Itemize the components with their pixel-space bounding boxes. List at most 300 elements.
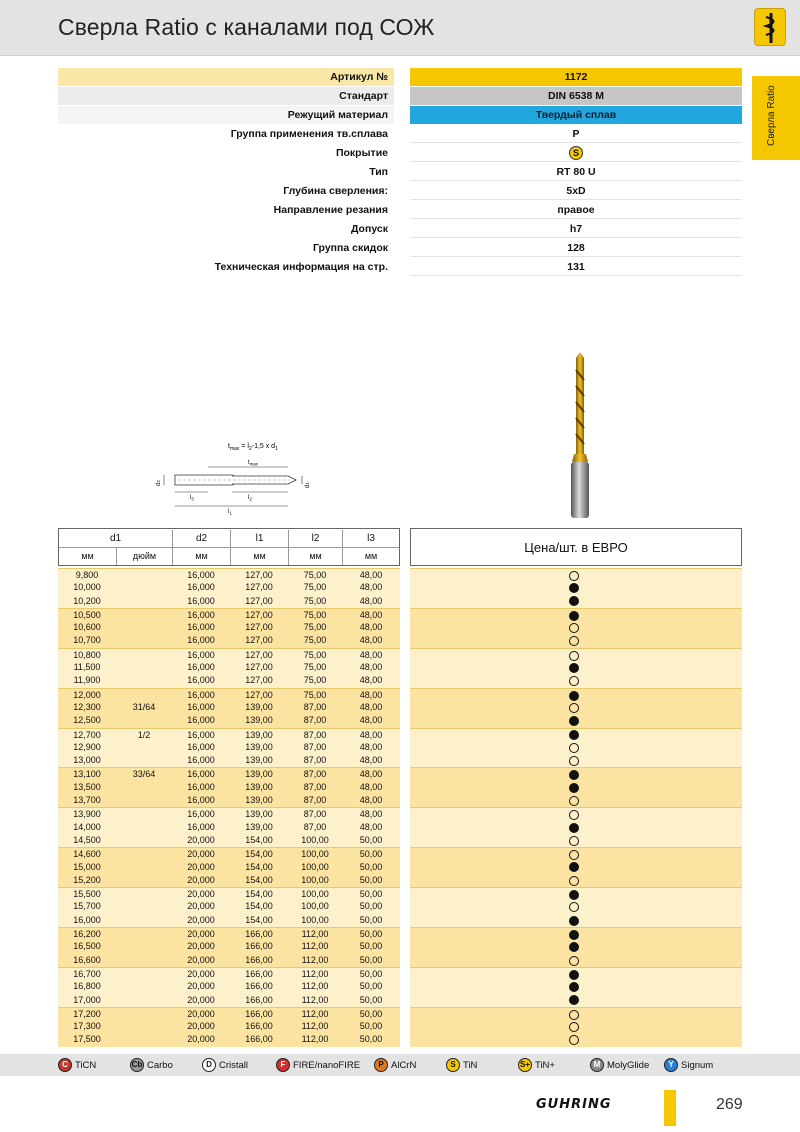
cell-l2: 112,00 <box>301 1021 329 1032</box>
cell-d1: 11,900 <box>73 675 101 686</box>
cell-l1: 127,00 <box>245 595 273 606</box>
cell-l2: 112,00 <box>301 1034 329 1045</box>
price-cell <box>410 688 742 701</box>
coating-icon: P <box>374 1058 388 1072</box>
stock-open-icon <box>569 850 579 860</box>
stock-open-icon <box>569 636 579 646</box>
cell-l1: 166,00 <box>245 1008 273 1019</box>
dimension-cells <box>58 861 400 874</box>
cell-l3: 48,00 <box>359 741 383 752</box>
legend-item <box>446 1058 477 1073</box>
cell-l2: 112,00 <box>301 1008 329 1019</box>
cell-d1: 12,900 <box>73 741 101 752</box>
cell-d1: 13,900 <box>73 809 101 820</box>
cell-l1: 166,00 <box>245 994 273 1005</box>
cell-l2: 87,00 <box>303 741 327 752</box>
stock-open-icon <box>569 836 579 846</box>
cell-d1: 16,200 <box>73 929 101 940</box>
cell-d2: 16,000 <box>187 582 215 593</box>
dimension-cells <box>58 834 400 847</box>
cell-l2: 75,00 <box>303 689 327 700</box>
table-row[interactable] <box>58 568 742 581</box>
table-row[interactable] <box>58 714 742 727</box>
cell-inch: 1/2 <box>137 729 151 740</box>
cell-l3: 50,00 <box>359 1008 383 1019</box>
cell-l2: 100,00 <box>301 889 329 900</box>
col-header-l2: l2 <box>289 530 343 547</box>
cell-l3: 48,00 <box>359 582 383 593</box>
spec-row <box>58 182 742 201</box>
price-cell <box>410 994 742 1007</box>
legend-item <box>202 1058 248 1073</box>
dimension-cells <box>58 714 400 727</box>
legend-item <box>518 1058 555 1073</box>
dimension-cells <box>58 674 400 687</box>
cell-l3: 50,00 <box>359 914 383 925</box>
dimension-cells <box>58 595 400 608</box>
cell-l3: 48,00 <box>359 622 383 633</box>
cell-l1: 139,00 <box>245 809 273 820</box>
brand-logo: GUHRING <box>536 1097 612 1112</box>
cell-l3: 48,00 <box>359 809 383 820</box>
table-row[interactable] <box>58 847 742 860</box>
cell-d2: 20,000 <box>187 849 215 860</box>
stock-open-icon <box>569 956 579 966</box>
cell-d2: 20,000 <box>187 874 215 885</box>
cell-d2: 16,000 <box>187 689 215 700</box>
coating-icon: S <box>446 1058 460 1072</box>
cell-l1: 127,00 <box>245 635 273 646</box>
cell-d1: 10,800 <box>73 649 101 660</box>
cell-inch: 33/64 <box>132 769 156 780</box>
table-row[interactable] <box>58 754 742 767</box>
table-row[interactable] <box>58 821 742 834</box>
price-cell <box>410 608 742 621</box>
l1-label: $l_1$ <box>228 509 232 516</box>
cell-d1: 12,300 <box>73 701 101 712</box>
spec-label: Направление резания <box>273 204 388 216</box>
stock-filled-icon <box>569 663 579 673</box>
table-row[interactable] <box>58 900 742 913</box>
cell-l3: 48,00 <box>359 769 383 780</box>
table-row[interactable] <box>58 767 742 780</box>
legend-item <box>374 1058 416 1073</box>
stock-open-icon <box>569 796 579 806</box>
price-cell <box>410 728 742 741</box>
spec-row <box>58 87 742 106</box>
cell-l1: 127,00 <box>245 662 273 673</box>
table-row[interactable] <box>58 927 742 940</box>
product-table <box>58 528 742 1047</box>
table-row[interactable] <box>58 887 742 900</box>
legend-item <box>664 1058 713 1073</box>
table-row[interactable] <box>58 1020 742 1033</box>
cell-l2: 87,00 <box>303 821 327 832</box>
legend-label: TiN <box>463 1060 478 1071</box>
price-cell <box>410 595 742 608</box>
unit-mm-l3: мм <box>364 551 378 561</box>
cell-d2: 20,000 <box>187 968 215 979</box>
cell-l3: 50,00 <box>359 929 383 940</box>
legend-label: TiCN <box>75 1060 97 1071</box>
spec-label: Стандарт <box>58 87 394 105</box>
price-cell <box>410 821 742 834</box>
stock-open-icon <box>569 676 579 686</box>
cell-d1: 16,600 <box>73 954 101 965</box>
dimension-cells <box>58 701 400 714</box>
cell-d2: 20,000 <box>187 981 215 992</box>
cell-l3: 50,00 <box>359 901 383 912</box>
cell-d1: 16,700 <box>73 968 101 979</box>
price-cell <box>410 794 742 807</box>
spec-value: правое <box>410 201 742 219</box>
price-cell <box>410 674 742 687</box>
table-row[interactable] <box>58 581 742 594</box>
unit-mm-l1: мм <box>231 548 289 565</box>
legend-label: TiN+ <box>535 1060 555 1071</box>
table-row[interactable] <box>58 674 742 687</box>
spec-label: Покрытие <box>335 147 388 159</box>
legend-label: Carbo <box>147 1060 173 1071</box>
cell-l3: 48,00 <box>359 689 383 700</box>
price-cell <box>410 568 742 581</box>
dimension-cells <box>58 741 400 754</box>
cell-l2: 112,00 <box>301 954 329 965</box>
cell-d2: 16,000 <box>187 609 215 620</box>
table-row[interactable] <box>58 994 742 1007</box>
table-row[interactable] <box>58 1007 742 1020</box>
coating-legend <box>0 1054 800 1076</box>
cell-l3: 50,00 <box>359 1021 383 1032</box>
cell-d2: 16,000 <box>187 701 215 712</box>
stock-filled-icon <box>569 611 579 621</box>
dimension-header-box <box>58 528 400 566</box>
price-cell <box>410 847 742 860</box>
cell-d1: 17,500 <box>73 1034 101 1045</box>
unit-mm-d2: мм <box>173 548 231 565</box>
cell-l3: 48,00 <box>359 595 383 606</box>
price-cell <box>410 900 742 913</box>
footer-accent-bar <box>664 1090 676 1126</box>
cell-l1: 139,00 <box>245 755 273 766</box>
table-row[interactable] <box>58 914 742 927</box>
cell-l1: 166,00 <box>245 941 273 952</box>
cell-l1: 127,00 <box>245 609 273 620</box>
cell-l1: 154,00 <box>245 914 273 925</box>
cell-l1: 139,00 <box>245 769 273 780</box>
cell-l1: 139,00 <box>245 715 273 726</box>
cell-l1: 154,00 <box>245 874 273 885</box>
cell-l2: 87,00 <box>303 701 327 712</box>
d1-label: d1 <box>305 482 311 488</box>
cell-d1: 15,200 <box>73 874 101 885</box>
cell-l3: 50,00 <box>359 968 383 979</box>
table-row[interactable] <box>58 741 742 754</box>
stock-filled-icon <box>569 783 579 793</box>
tmax-label: $t_{max}$ <box>248 460 259 467</box>
cell-l1: 166,00 <box>245 1034 273 1045</box>
cell-d2: 16,000 <box>187 662 215 673</box>
unit-mm-l2: мм <box>289 548 343 565</box>
cell-l2: 112,00 <box>301 941 329 952</box>
cell-d2: 20,000 <box>187 914 215 925</box>
table-row[interactable] <box>58 954 742 967</box>
table-row[interactable] <box>58 648 742 661</box>
dimension-cells <box>58 634 400 647</box>
price-cell <box>410 874 742 887</box>
cell-l1: 139,00 <box>245 741 273 752</box>
cell-l1: 127,00 <box>245 622 273 633</box>
spec-row <box>58 220 742 239</box>
spec-value: 1172 <box>410 68 742 86</box>
cell-l3: 48,00 <box>359 662 383 673</box>
cell-d1: 12,700 <box>73 729 101 740</box>
cell-d2: 16,000 <box>187 781 215 792</box>
unit-mm-d1: мм <box>59 548 117 565</box>
table-row[interactable] <box>58 967 742 980</box>
dimension-cells <box>58 621 400 634</box>
stock-open-icon <box>569 571 579 581</box>
coating-badge: S <box>569 146 583 160</box>
spec-value: 128 <box>410 239 742 257</box>
stock-filled-icon <box>569 995 579 1005</box>
spec-label: Техническая информация на стр. <box>214 261 388 273</box>
price-cell <box>410 807 742 820</box>
cell-l1: 139,00 <box>245 795 273 806</box>
legend-label: Signum <box>681 1060 714 1071</box>
price-cell <box>410 701 742 714</box>
stock-filled-icon <box>569 930 579 940</box>
cell-l1: 139,00 <box>245 781 273 792</box>
cell-l2: 75,00 <box>303 649 327 660</box>
cell-d2: 20,000 <box>187 994 215 1005</box>
cell-l2: 100,00 <box>301 914 329 925</box>
dimension-cells <box>58 728 400 741</box>
dimension-drawing <box>150 436 320 526</box>
dimension-cells <box>58 794 400 807</box>
cell-d2: 16,000 <box>187 635 215 646</box>
price-cell <box>410 661 742 674</box>
cell-d1: 10,700 <box>73 635 101 646</box>
cell-l3: 48,00 <box>359 715 383 726</box>
cell-l3: 48,00 <box>359 755 383 766</box>
cell-inch: 31/64 <box>132 701 156 712</box>
cell-d1: 16,500 <box>73 941 101 952</box>
cell-l2: 75,00 <box>303 675 327 686</box>
price-cell <box>410 954 742 967</box>
legend-item <box>58 1058 96 1073</box>
table-row[interactable] <box>58 608 742 621</box>
unit-inch: дюйм <box>117 548 173 565</box>
cell-d2: 20,000 <box>187 1034 215 1045</box>
cell-l3: 48,00 <box>359 729 383 740</box>
page-title: Сверла Ratio с каналами под СОЖ <box>58 14 435 40</box>
table-row[interactable] <box>58 980 742 993</box>
spec-label: Тип <box>369 166 388 178</box>
cell-d2: 16,000 <box>187 675 215 686</box>
cell-l3: 48,00 <box>359 821 383 832</box>
d2-label: d2 <box>156 480 162 486</box>
table-row[interactable] <box>58 728 742 741</box>
drill-image <box>560 352 610 522</box>
cell-d2: 16,000 <box>187 769 215 780</box>
cell-l3: 50,00 <box>359 1034 383 1045</box>
cell-d1: 16,000 <box>73 914 101 925</box>
legend-item <box>276 1058 360 1073</box>
spec-row <box>58 68 742 87</box>
cell-d1: 13,100 <box>73 769 101 780</box>
table-row[interactable] <box>58 834 742 847</box>
dimension-cells <box>58 821 400 834</box>
stock-open-icon <box>569 1035 579 1045</box>
stock-filled-icon <box>569 583 579 593</box>
section-side-tab[interactable] <box>752 76 800 160</box>
cell-d1: 13,500 <box>73 781 101 792</box>
table-row[interactable] <box>58 794 742 807</box>
price-cell <box>410 621 742 634</box>
table-row[interactable] <box>58 807 742 820</box>
stock-filled-icon <box>569 770 579 780</box>
cell-l3: 50,00 <box>359 889 383 900</box>
table-row[interactable] <box>58 861 742 874</box>
dimension-cells <box>58 914 400 927</box>
col-header-l1: l1 <box>231 530 289 547</box>
spec-row <box>58 125 742 144</box>
dimension-cells <box>58 994 400 1007</box>
table-row[interactable] <box>58 701 742 714</box>
cell-d2: 16,000 <box>187 809 215 820</box>
legend-item <box>130 1058 173 1073</box>
tmax-formula: $t_{max} = l_2-1,5$ x $d_1$ <box>228 443 278 452</box>
cell-d1: 13,000 <box>73 755 101 766</box>
cell-l3: 48,00 <box>359 570 383 580</box>
table-row[interactable] <box>58 874 742 887</box>
stock-open-icon <box>569 651 579 661</box>
stock-filled-icon <box>569 982 579 992</box>
table-row[interactable] <box>58 621 742 634</box>
cell-d2: 16,000 <box>187 715 215 726</box>
cell-d2: 20,000 <box>187 861 215 872</box>
price-cell <box>410 940 742 953</box>
stock-open-icon <box>569 756 579 766</box>
cell-l3: 48,00 <box>359 609 383 620</box>
dimension-cells <box>58 1020 400 1033</box>
cell-d1: 13,700 <box>73 795 101 806</box>
stock-filled-icon <box>569 596 579 606</box>
cell-l2: 75,00 <box>303 622 327 633</box>
stock-open-icon <box>569 876 579 886</box>
cell-l2: 75,00 <box>303 662 327 673</box>
dimension-cells <box>58 754 400 767</box>
cell-l1: 154,00 <box>245 861 273 872</box>
cell-d2: 16,000 <box>187 570 215 580</box>
price-header: Цена/шт. в ЕВРО <box>410 528 742 566</box>
cell-l2: 112,00 <box>301 994 329 1005</box>
cell-d2: 16,000 <box>187 595 215 606</box>
cell-l1: 166,00 <box>245 981 273 992</box>
cell-l3: 50,00 <box>359 874 383 885</box>
price-cell <box>410 741 742 754</box>
drill-category-icon <box>754 8 786 46</box>
cell-l1: 166,00 <box>245 968 273 979</box>
spec-row <box>58 258 742 277</box>
stock-filled-icon <box>569 942 579 952</box>
cell-d1: 17,300 <box>73 1021 101 1032</box>
stock-filled-icon <box>569 916 579 926</box>
cell-d1: 12,500 <box>73 715 101 726</box>
l2-label: $l_2$ <box>248 495 252 502</box>
spec-label: Режущий материал <box>58 106 394 124</box>
cell-l3: 50,00 <box>359 861 383 872</box>
table-row[interactable] <box>58 634 742 647</box>
table-row[interactable] <box>58 1033 742 1046</box>
stock-open-icon <box>569 902 579 912</box>
stock-filled-icon <box>569 716 579 726</box>
table-row[interactable] <box>58 940 742 953</box>
stock-filled-icon <box>569 730 579 740</box>
coating-icon: F <box>276 1058 290 1072</box>
legend-label: FIRE/nanoFIRE <box>293 1060 361 1071</box>
price-cell <box>410 1033 742 1046</box>
cell-l3: 48,00 <box>359 701 383 712</box>
cell-l2: 87,00 <box>303 781 327 792</box>
spec-label: Допуск <box>350 223 388 235</box>
cell-l2: 100,00 <box>301 874 329 885</box>
cell-l3: 48,00 <box>359 795 383 806</box>
cell-l1: 127,00 <box>245 689 273 700</box>
cell-d1: 10,600 <box>73 622 101 633</box>
cell-l1: 154,00 <box>245 889 273 900</box>
cell-l3: 50,00 <box>359 954 383 965</box>
cell-d2: 16,000 <box>187 622 215 633</box>
dimension-cells <box>58 581 400 594</box>
table-row[interactable] <box>58 781 742 794</box>
cell-l1: 166,00 <box>245 929 273 940</box>
dimension-cells <box>58 661 400 674</box>
stock-open-icon <box>569 623 579 633</box>
price-cell <box>410 781 742 794</box>
cell-d1: 14,600 <box>73 849 101 860</box>
spec-value: Твердый сплав <box>410 106 742 124</box>
coating-icon: D <box>202 1058 216 1072</box>
cell-d2: 16,000 <box>187 795 215 806</box>
spec-value <box>410 144 742 162</box>
cell-d1: 15,000 <box>73 861 101 872</box>
table-header <box>58 528 742 566</box>
table-body <box>58 568 742 1047</box>
table-row[interactable] <box>58 595 742 608</box>
cell-l1: 127,00 <box>245 675 273 686</box>
cell-l1: 154,00 <box>245 901 273 912</box>
cell-d2: 16,000 <box>187 821 215 832</box>
stock-filled-icon <box>569 823 579 833</box>
table-row[interactable] <box>58 661 742 674</box>
price-cell <box>410 980 742 993</box>
table-row[interactable] <box>58 688 742 701</box>
spec-value: 5xD <box>410 182 742 200</box>
cell-l3: 50,00 <box>359 849 383 860</box>
cell-d2: 20,000 <box>187 954 215 965</box>
cell-d2: 20,000 <box>187 929 215 940</box>
dimension-cells <box>58 648 400 661</box>
cell-d2: 16,000 <box>187 649 215 660</box>
spec-value: DIN 6538 M <box>410 87 742 105</box>
price-cell <box>410 634 742 647</box>
spec-label: Глубина сверления: <box>283 185 388 197</box>
dimension-cells <box>58 954 400 967</box>
l3-label: $l_3$ <box>190 495 194 502</box>
cell-d1: 11,500 <box>73 662 101 673</box>
